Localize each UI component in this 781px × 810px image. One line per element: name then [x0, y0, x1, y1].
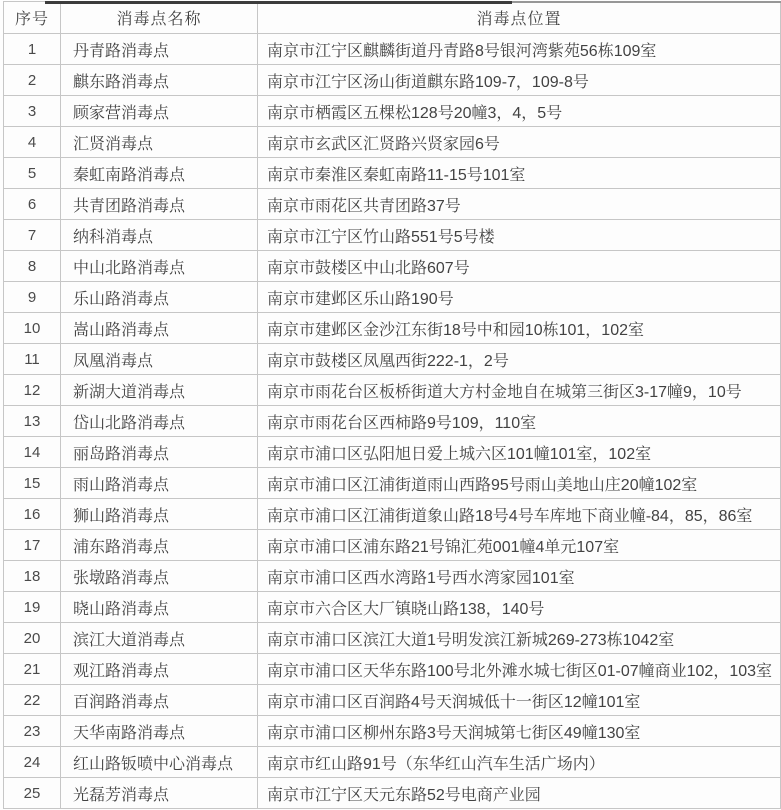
cell-serial-number: 3: [4, 96, 61, 127]
cell-point-location: 南京市江宁区天元东路52号电商产业园: [258, 778, 781, 809]
cell-serial-number: 15: [4, 468, 61, 499]
cell-point-name: 中山北路消毒点: [61, 251, 258, 282]
cell-point-name: 观江路消毒点: [61, 654, 258, 685]
table-row: [4, 654, 781, 685]
cell-point-name: 晓山路消毒点: [61, 592, 258, 623]
table-row: [4, 282, 781, 313]
header-point-name: 消毒点名称: [61, 2, 258, 34]
cell-point-name: 张墩路消毒点: [61, 561, 258, 592]
cell-point-location: 南京市浦口区柳州东路3号天润城第七街区49幢130室: [258, 716, 781, 747]
cell-point-location: 南京市红山路91号（东华红山汽车生活广场内）: [258, 747, 781, 778]
table-row: [4, 747, 781, 778]
disinfection-points-sheet: [0, 1, 781, 810]
cell-point-location: 南京市浦口区西水湾路1号西水湾家园101室: [258, 561, 781, 592]
table-row: [4, 685, 781, 716]
top-crop-artifact-light: [512, 1, 781, 3]
cell-point-location: 南京市六合区大厂镇晓山路138，140号: [258, 592, 781, 623]
header-serial-number: 序号: [4, 2, 61, 34]
cell-point-name: 嵩山路消毒点: [61, 313, 258, 344]
cell-point-location: 南京市玄武区汇贤路兴贤家园6号: [258, 127, 781, 158]
cell-point-location: 南京市浦口区滨江大道1号明发滨江新城269-273栋1042室: [258, 623, 781, 654]
cell-serial-number: 22: [4, 685, 61, 716]
header-row: [4, 2, 781, 34]
table-row: [4, 406, 781, 437]
cell-serial-number: 7: [4, 220, 61, 251]
cell-serial-number: 14: [4, 437, 61, 468]
cell-point-location: 南京市建邺区乐山路190号: [258, 282, 781, 313]
cell-point-name: 岱山北路消毒点: [61, 406, 258, 437]
cell-serial-number: 24: [4, 747, 61, 778]
cell-point-name: 汇贤消毒点: [61, 127, 258, 158]
cell-point-name: 新湖大道消毒点: [61, 375, 258, 406]
disinfection-points-table: [3, 1, 781, 809]
cell-point-name: 光磊芳消毒点: [61, 778, 258, 809]
cell-point-name: 乐山路消毒点: [61, 282, 258, 313]
cell-serial-number: 6: [4, 189, 61, 220]
cell-point-name: 麒东路消毒点: [61, 65, 258, 96]
cell-serial-number: 16: [4, 499, 61, 530]
table-row: [4, 716, 781, 747]
cell-point-location: 南京市雨花台区板桥街道大方村金地自在城第三街区3-17幢9，10号: [258, 375, 781, 406]
table-row: [4, 437, 781, 468]
table-body: [4, 34, 781, 809]
cell-point-location: 南京市浦口区江浦街道雨山西路95号雨山美地山庄20幢102室: [258, 468, 781, 499]
cell-serial-number: 23: [4, 716, 61, 747]
cell-point-name: 滨江大道消毒点: [61, 623, 258, 654]
cell-serial-number: 19: [4, 592, 61, 623]
cell-serial-number: 12: [4, 375, 61, 406]
cell-point-name: 百润路消毒点: [61, 685, 258, 716]
cell-point-name: 浦东路消毒点: [61, 530, 258, 561]
cell-point-location: 南京市秦淮区秦虹南路11-15号101室: [258, 158, 781, 189]
cell-point-location: 南京市浦口区弘阳旭日爱上城六区101幢101室，102室: [258, 437, 781, 468]
cell-point-name: 纳科消毒点: [61, 220, 258, 251]
cell-point-name: 共青团路消毒点: [61, 189, 258, 220]
cell-point-location: 南京市栖霞区五棵松128号20幢3，4，5号: [258, 96, 781, 127]
cell-point-name: 丽岛路消毒点: [61, 437, 258, 468]
cell-serial-number: 8: [4, 251, 61, 282]
cell-point-name: 秦虹南路消毒点: [61, 158, 258, 189]
cell-point-location: 南京市鼓楼区凤凰西街222-1，2号: [258, 344, 781, 375]
table-row: [4, 592, 781, 623]
table-row: [4, 127, 781, 158]
cell-point-location: 南京市浦口区天华东路100号北外滩水城七街区01-07幢商业102，103室: [258, 654, 781, 685]
cell-point-location: 南京市建邺区金沙江东街18号中和园10栋101，102室: [258, 313, 781, 344]
table-row: [4, 561, 781, 592]
cell-serial-number: 17: [4, 530, 61, 561]
table-row: [4, 220, 781, 251]
table-row: [4, 313, 781, 344]
table-row: [4, 375, 781, 406]
cell-serial-number: 1: [4, 34, 61, 65]
cell-serial-number: 11: [4, 344, 61, 375]
table-row: [4, 623, 781, 654]
cell-point-location: 南京市浦口区百润路4号天润城低十一街区12幢101室: [258, 685, 781, 716]
cell-serial-number: 5: [4, 158, 61, 189]
table-row: [4, 189, 781, 220]
cell-point-name: 丹青路消毒点: [61, 34, 258, 65]
header-point-location: 消毒点位置: [258, 2, 781, 34]
table-row: [4, 34, 781, 65]
cell-serial-number: 13: [4, 406, 61, 437]
cell-point-location: 南京市鼓楼区中山北路607号: [258, 251, 781, 282]
cell-serial-number: 20: [4, 623, 61, 654]
cell-serial-number: 25: [4, 778, 61, 809]
cell-point-location: 南京市江宁区竹山路551号5号楼: [258, 220, 781, 251]
cell-point-location: 南京市雨花区共青团路37号: [258, 189, 781, 220]
cell-point-name: 红山路钣喷中心消毒点: [61, 747, 258, 778]
cell-point-name: 顾家营消毒点: [61, 96, 258, 127]
cell-point-location: 南京市江宁区汤山街道麒东路109-7，109-8号: [258, 65, 781, 96]
cell-point-name: 雨山路消毒点: [61, 468, 258, 499]
cell-serial-number: 9: [4, 282, 61, 313]
cell-serial-number: 4: [4, 127, 61, 158]
table-row: [4, 65, 781, 96]
cell-point-name: 狮山路消毒点: [61, 499, 258, 530]
cell-serial-number: 21: [4, 654, 61, 685]
cell-point-location: 南京市浦口区江浦街道象山路18号4号车库地下商业幢-84，85，86室: [258, 499, 781, 530]
cell-serial-number: 10: [4, 313, 61, 344]
table-row: [4, 251, 781, 282]
table-row: [4, 778, 781, 809]
cell-point-location: 南京市雨花台区西柿路9号109，110室: [258, 406, 781, 437]
table-row: [4, 96, 781, 127]
table-row: [4, 344, 781, 375]
cell-serial-number: 2: [4, 65, 61, 96]
table-row: [4, 158, 781, 189]
cell-serial-number: 18: [4, 561, 61, 592]
cell-point-location: 南京市江宁区麒麟街道丹青路8号银河湾紫苑56栋109室: [258, 34, 781, 65]
table-row: [4, 468, 781, 499]
table-row: [4, 499, 781, 530]
cell-point-name: 凤凰消毒点: [61, 344, 258, 375]
cell-point-location: 南京市浦口区浦东路21号锦汇苑001幢4单元107室: [258, 530, 781, 561]
table-row: [4, 530, 781, 561]
cell-point-name: 天华南路消毒点: [61, 716, 258, 747]
top-crop-artifact-dark: [45, 1, 512, 4]
